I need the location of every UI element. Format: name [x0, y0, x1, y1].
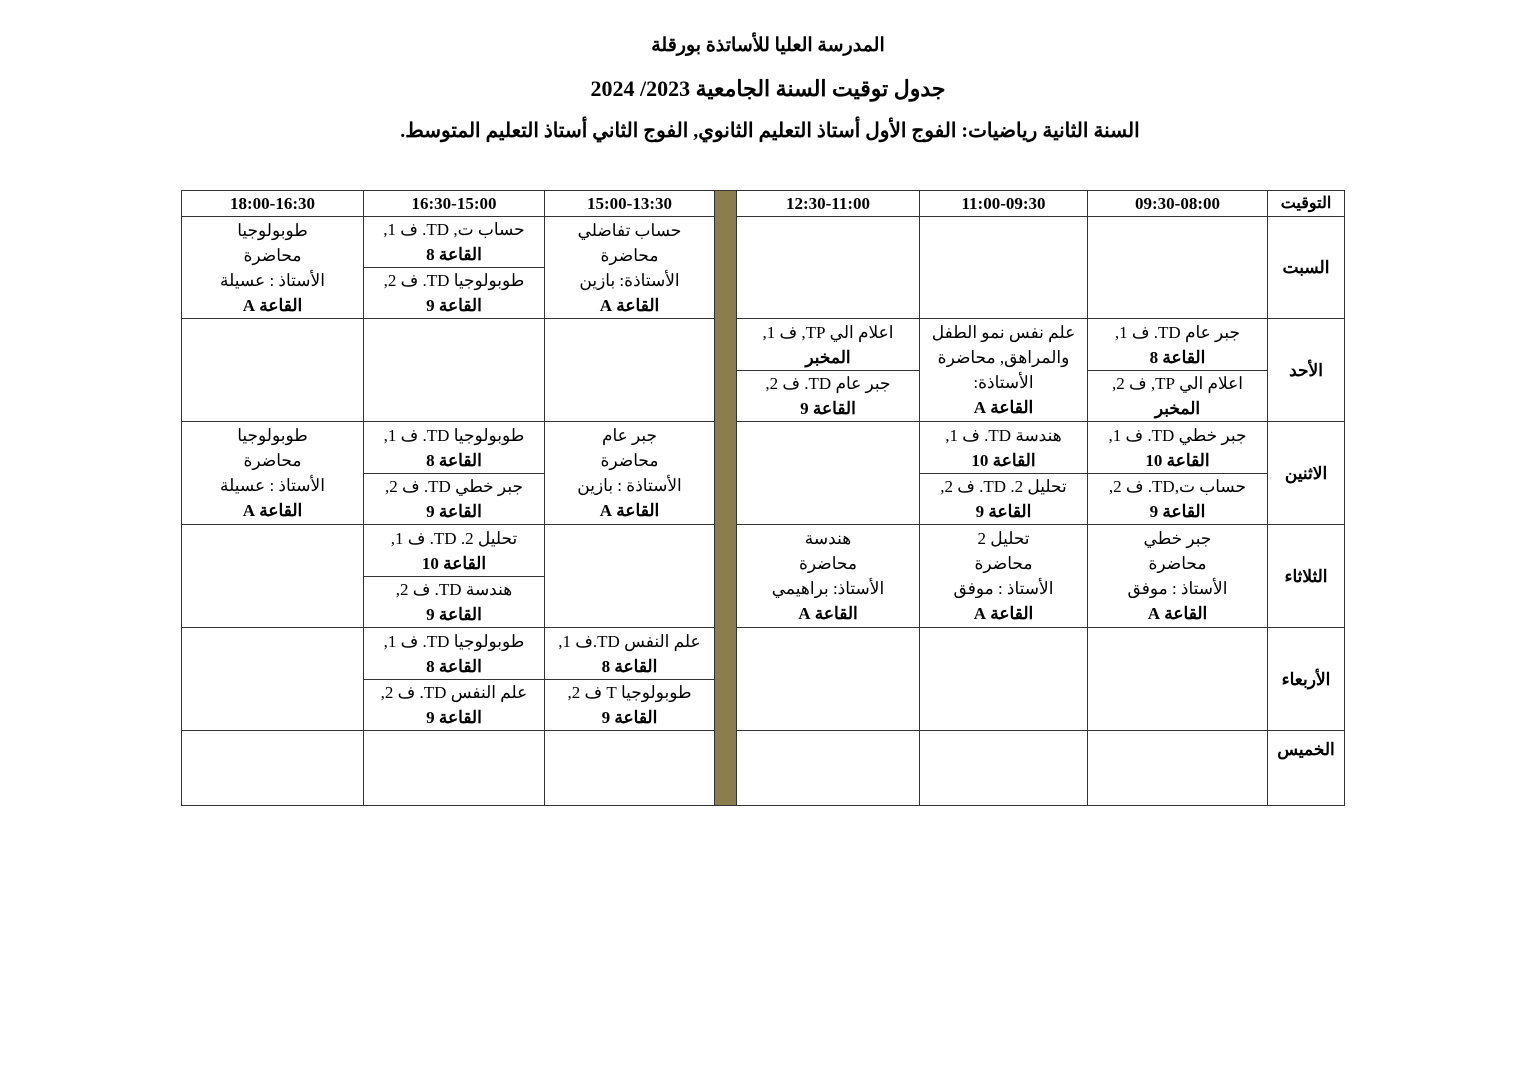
room-label: القاعة 9: [426, 296, 482, 315]
cell-wed-3: [737, 628, 920, 731]
course-line: الأستاذة:: [973, 373, 1034, 392]
course-line: محاضرة: [243, 451, 302, 470]
course-entry: [1088, 474, 1267, 524]
course-line: حساب تفاضلي: [577, 220, 682, 240]
room-label: القاعة 9: [426, 604, 482, 624]
course-entry: [545, 629, 714, 680]
room-label: القاعة 8: [426, 450, 482, 470]
time-slot-5: 16:30-15:00: [364, 191, 545, 217]
cell-sun-5: [364, 319, 545, 422]
room-label: القاعة 9: [426, 707, 482, 727]
course-line: الأستاذة: بازين: [579, 270, 680, 290]
cell-sat-5: [364, 217, 545, 319]
course-line: طوبولوجيا TD. ف 1,: [383, 425, 525, 445]
cell-thu-2: [920, 731, 1088, 806]
cell-mon-3: [737, 422, 920, 525]
day-tuesday: الثلاثاء: [1268, 525, 1345, 628]
course-line: طوبولوجيا T ف 2,: [567, 682, 692, 702]
course-line: جبر خطي TD. ف 1,: [1108, 425, 1247, 445]
course-entry: [545, 680, 714, 730]
cell-mon-4: [545, 422, 715, 525]
room-label: القاعة 9: [800, 398, 856, 418]
room-label: القاعة 10: [971, 450, 1036, 470]
cell-sun-4: [545, 319, 715, 422]
room-label: القاعة A: [242, 295, 303, 315]
course-line: الأستاذ : موفق: [953, 579, 1054, 598]
cell-thu-3: [737, 731, 920, 806]
course-entry: [182, 422, 363, 524]
cell-tue-6: [182, 525, 364, 628]
day-monday: الاثنين: [1268, 422, 1345, 525]
course-line: محاضرة: [600, 245, 659, 265]
course-line: محاضرة: [974, 554, 1033, 573]
cell-wed-2: [920, 628, 1088, 731]
course-line: الأستاذ : عسيلة: [220, 270, 325, 290]
course-line: اعلام الي TP, ف 1,: [762, 322, 894, 342]
course-line: الأستاذ : موفق: [1127, 579, 1228, 598]
school-name: المدرسة العليا للأساتذة بورقلة: [651, 35, 885, 56]
course-entry: [737, 320, 919, 371]
course-line: جبر عام TD. ف 2,: [765, 373, 891, 393]
course-entry: [364, 680, 544, 730]
break-separator: [715, 191, 737, 806]
room-label: القاعة 8: [426, 245, 482, 264]
course-line: تحليل 2. TD. ف 1,: [390, 528, 518, 548]
cell-thu-5: [364, 731, 545, 806]
cell-sat-3: [737, 217, 920, 319]
course-entry: [737, 525, 919, 627]
course-line: تحليل 2. TD. ف 2,: [940, 476, 1067, 496]
course-entry: [364, 629, 544, 680]
corner-header: التوقيت: [1268, 191, 1345, 217]
course-entry: [364, 577, 544, 627]
room-label: القاعة A: [798, 604, 858, 623]
cell-sat-4: [545, 217, 715, 319]
room-label: القاعة 9: [1149, 501, 1206, 521]
cell-wed-4: [545, 628, 715, 731]
course-line: طوبولوجيا TD. ف 1,: [383, 631, 525, 651]
room-label: القاعة 9: [426, 501, 482, 521]
cell-wed-5: [364, 628, 545, 731]
room-label: القاعة 9: [975, 501, 1032, 521]
course-line: الأستاذ : عسيلة: [220, 476, 325, 495]
time-slot-2: 11:00-09:30: [920, 191, 1088, 217]
course-line: هندسة: [804, 529, 852, 548]
room-label: القاعة 8: [601, 656, 658, 676]
course-line: تحليل 2: [977, 529, 1030, 548]
course-entry: [920, 525, 1087, 627]
room-label: القاعة A: [973, 604, 1034, 623]
course-line: هندسة TD. ف 1,: [945, 425, 1062, 445]
cell-wed-1: [1088, 628, 1268, 731]
cell-thu-1: [1088, 731, 1268, 806]
course-entry: [1088, 371, 1267, 421]
course-entry: [182, 217, 363, 318]
course-line: اعلام الي TP, ف 2,: [1111, 373, 1244, 393]
room-label: القاعة 8: [426, 656, 482, 676]
course-line: هندسة TD. ف 2,: [395, 579, 513, 599]
course-line: حساب ت, TD. ف 1,: [383, 220, 525, 239]
course-entry: [545, 217, 714, 318]
day-saturday: السبت: [1268, 217, 1345, 319]
course-entry: [920, 474, 1087, 524]
cell-tue-1: [1088, 525, 1268, 628]
cell-mon-6: [182, 422, 364, 525]
cell-mon-1: [1088, 422, 1268, 525]
course-entry: [364, 423, 544, 474]
cell-sun-6: [182, 319, 364, 422]
course-line: الأستاذة : بازين: [577, 476, 682, 495]
course-line: طوبولوجيا: [237, 426, 308, 445]
room-label: القاعة A: [599, 295, 660, 315]
course-line: جبر خطي TD. ف 2,: [385, 476, 523, 496]
cell-sat-2: [920, 217, 1088, 319]
day-sunday: الأحد: [1268, 319, 1345, 422]
room-label: القاعة 10: [1145, 450, 1210, 470]
course-entry: [545, 422, 714, 524]
course-line: طوبولوجيا TD. ف 2,: [383, 271, 525, 290]
course-line: الأستاذ: براهيمي: [771, 579, 885, 598]
cell-sun-1: [1088, 319, 1268, 422]
course-line: حساب ت,TD. ف 2,: [1108, 476, 1247, 496]
cell-sun-3: [737, 319, 920, 422]
course-line: جبر عام TD. ف 1,: [1114, 322, 1241, 342]
course-entry: [1088, 525, 1267, 627]
course-line: والمراهق, محاضرة: [937, 348, 1070, 367]
course-entry: [364, 268, 544, 318]
day-wednesday: الأربعاء: [1268, 628, 1345, 731]
course-line: علم النفس TD. ف 2,: [380, 682, 528, 702]
course-entry: [1088, 423, 1267, 474]
course-entry: [737, 371, 919, 421]
course-line: طوبولوجيا: [237, 220, 308, 240]
course-entry: [920, 319, 1087, 421]
schedule-title: جدول توقيت السنة الجامعية 2023/ 2024: [590, 76, 946, 101]
course-entry: [364, 217, 544, 268]
cell-thu-4: [545, 731, 715, 806]
room-label: القاعة 10: [421, 553, 487, 573]
room-label: القاعة 9: [601, 707, 658, 727]
course-line: محاضرة: [600, 451, 659, 470]
cell-thu-6: [182, 731, 364, 806]
time-slot-4: 15:00-13:30: [545, 191, 715, 217]
room-label: القاعة 8: [1149, 347, 1206, 367]
course-line: محاضرة: [799, 554, 857, 573]
cell-sat-6: [182, 217, 364, 319]
cell-tue-5: [364, 525, 545, 628]
room-label: القاعة A: [242, 501, 303, 520]
day-thursday: الخميس: [1268, 731, 1345, 806]
room-label: المخبر: [805, 347, 851, 367]
cell-mon-5: [364, 422, 545, 525]
time-slot-1: 09:30-08:00: [1088, 191, 1268, 217]
cell-tue-4: [545, 525, 715, 628]
time-slot-6: 18:00-16:30: [182, 191, 364, 217]
course-line: علم النفس TD.ف 1,: [558, 631, 701, 651]
room-label: القاعة A: [1147, 604, 1208, 623]
course-line: محاضرة: [243, 245, 302, 265]
schedule-subtitle: السنة الثانية رياضيات: الفوج الأول أستاذ التعليم الثانوي, الفوج الثاني أستاذ التعليم المتوسط.: [400, 120, 1140, 142]
course-entry: [1088, 320, 1267, 371]
room-label: القاعة A: [973, 398, 1034, 417]
cell-mon-2: [920, 422, 1088, 525]
cell-sat-1: [1088, 217, 1268, 319]
course-line: جبر عام: [601, 426, 658, 445]
course-entry: [920, 423, 1087, 474]
cell-sun-2: [920, 319, 1088, 422]
cell-tue-2: [920, 525, 1088, 628]
course-entry: [364, 526, 544, 577]
time-slot-3: 12:30-11:00: [737, 191, 920, 217]
course-line: جبر خطي: [1143, 529, 1212, 548]
course-line: محاضرة: [1148, 554, 1207, 573]
timetable: [181, 190, 1345, 806]
cell-wed-6: [182, 628, 364, 731]
room-label: المخبر: [1154, 398, 1201, 418]
room-label: القاعة A: [599, 501, 660, 520]
cell-tue-3: [737, 525, 920, 628]
course-entry: [364, 474, 544, 524]
course-line: علم نفس نمو الطفل: [931, 323, 1076, 342]
